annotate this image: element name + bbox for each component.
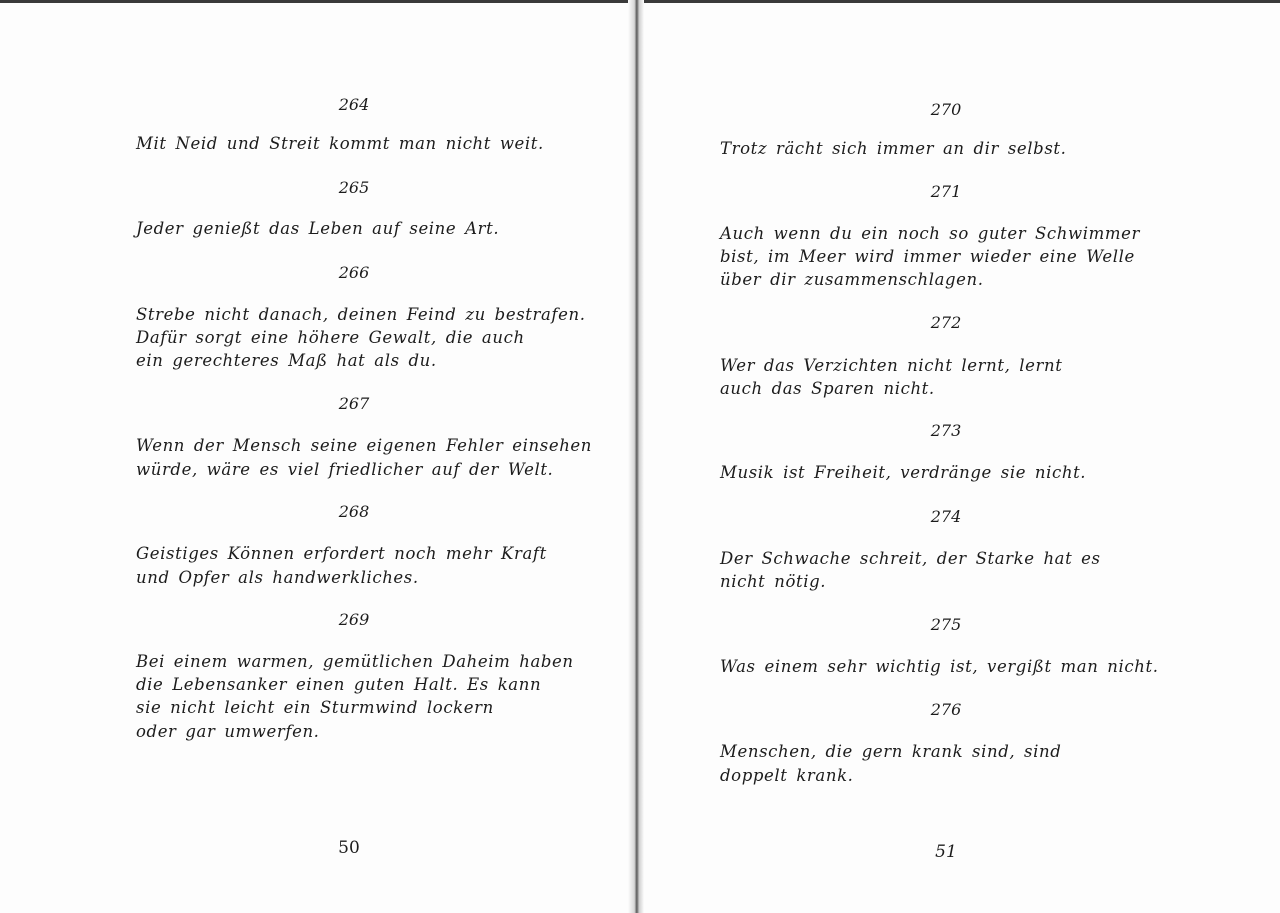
book-spine	[628, 0, 644, 913]
aphorism-line: Auch wenn du ein noch so guter Schwimmer	[720, 224, 1140, 243]
aphorism-line: Trotz rächt sich immer an dir selbst.	[720, 139, 1067, 158]
aphorism-number: 276	[930, 700, 962, 719]
aphorism-line: Wer das Verzichten nicht lernt, lernt	[720, 356, 1063, 375]
aphorism-line: Menschen, die gern krank sind, sind	[720, 742, 1062, 761]
right-page	[644, 0, 1280, 913]
aphorism-number: 269	[338, 610, 370, 629]
aphorism-number: 275	[930, 615, 962, 634]
aphorism-line: auch das Sparen nicht.	[720, 379, 935, 398]
aphorism-number: 271	[930, 182, 962, 201]
aphorism-line: Dafür sorgt eine höhere Gewalt, die auch	[136, 328, 525, 347]
aphorism-line: Geistiges Können erfordert noch mehr Kraft	[136, 544, 547, 563]
aphorism-number: 267	[338, 394, 370, 413]
aphorism-line: Strebe nicht danach, deinen Feind zu bestrafen.	[136, 305, 586, 324]
aphorism-line: würde, wäre es viel friedlicher auf der Welt.	[136, 460, 554, 479]
aphorism-line: oder gar umwerfen.	[136, 722, 320, 741]
page-number: 50	[338, 838, 360, 858]
aphorism-line: und Opfer als handwerkliches.	[136, 568, 419, 587]
aphorism-number: 273	[930, 421, 962, 440]
aphorism-number: 266	[338, 263, 370, 282]
aphorism-number: 274	[930, 507, 962, 526]
aphorism-line: doppelt krank.	[720, 766, 854, 785]
aphorism-line: Was einem sehr wichtig ist, vergißt man nicht.	[720, 657, 1159, 676]
aphorism-line: Bei einem warmen, gemütlichen Daheim haben	[136, 652, 574, 671]
aphorism-number: 268	[338, 502, 370, 521]
aphorism-number: 272	[930, 313, 962, 332]
aphorism-line: sie nicht leicht ein Sturmwind lockern	[136, 698, 494, 717]
aphorism-line: nicht nötig.	[720, 572, 827, 591]
aphorism-line: bist, im Meer wird immer wieder eine Welle	[720, 247, 1135, 266]
aphorism-line: Wenn der Mensch seine eigenen Fehler einsehen	[136, 436, 593, 455]
aphorism-line: Musik ist Freiheit, verdränge sie nicht.	[720, 463, 1087, 482]
page-number: 51	[935, 842, 957, 862]
aphorism-line: Jeder genießt das Leben auf seine Art.	[136, 219, 500, 238]
aphorism-number: 270	[930, 100, 962, 119]
aphorism-line: die Lebensanker einen guten Halt. Es kann	[136, 675, 542, 694]
aphorism-line: ein gerechteres Maß hat als du.	[136, 351, 437, 370]
left-page	[0, 0, 628, 913]
aphorism-line: Der Schwache schreit, der Starke hat es	[720, 549, 1101, 568]
aphorism-number: 265	[338, 178, 370, 197]
aphorism-line: über dir zusammenschlagen.	[720, 270, 984, 289]
aphorism-line: Mit Neid und Streit kommt man nicht weit.	[136, 134, 544, 153]
aphorism-number: 264	[338, 95, 370, 114]
